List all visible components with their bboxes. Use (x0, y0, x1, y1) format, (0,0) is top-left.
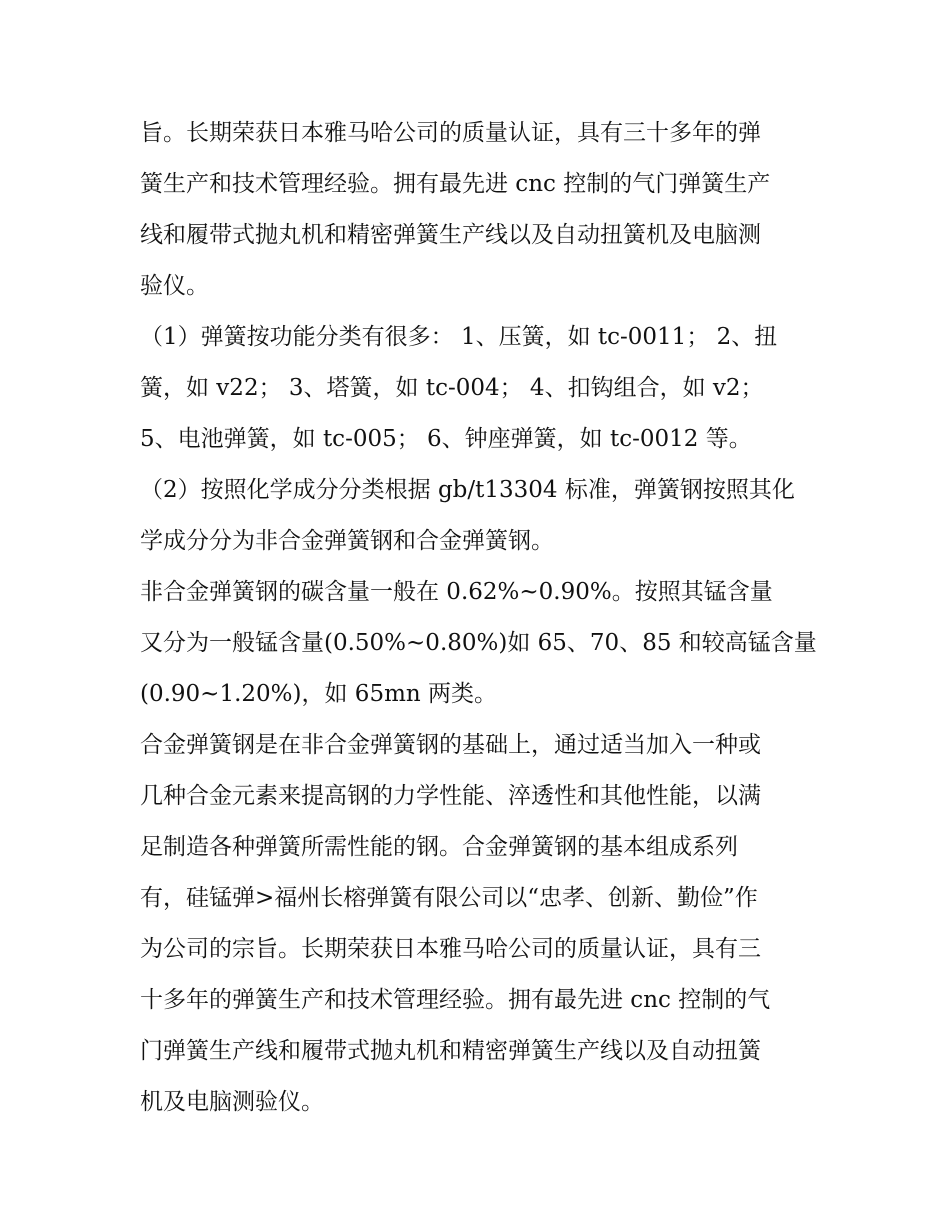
body-text (140, 108, 820, 1128)
text-line: 学成分分为非合金弹簧钢和合金弹簧钢。 (140, 528, 554, 554)
text-line: 几种合金元素来提高钢的力学性能、淬透性和其他性能，以满 (140, 783, 761, 809)
text-line: 簧，如 v22； 3、塔簧，如 tc-004； 4、扣钩组合，如 v2； (140, 375, 764, 401)
text-line: 旨。长期荣获日本雅马哈公司的质量认证，具有三十多年的弹 (140, 120, 761, 146)
text-line: 机及电脑测验仪。 (140, 1089, 324, 1115)
text-line: （2）按照化学成分分类根据 gb/t13304 标准，弹簧钢按照其化 (140, 477, 795, 503)
text-line: 簧生产和技术管理经验。拥有最先进 cnc 控制的气门弹簧生产 (140, 171, 771, 197)
text-line: 十多年的弹簧生产和技术管理经验。拥有最先进 cnc 控制的气 (140, 987, 771, 1013)
text-line: 为公司的宗旨。长期荣获日本雅马哈公司的质量认证，具有三 (140, 936, 761, 962)
text-line: 足制造各种弹簧所需性能的钢。合金弹簧钢的基本组成系列 (140, 834, 738, 860)
text-line: 5、电池弹簧，如 tc-005； 6、钟座弹簧，如 tc-0012 等。 (140, 426, 752, 452)
text-line: 合金弹簧钢是在非合金弹簧钢的基础上，通过适当加入一种或 (140, 732, 761, 758)
text-line: 有，硅锰弹>福州长榕弹簧有限公司以“忠孝、创新、勤俭”作 (140, 885, 758, 911)
text-line: 门弹簧生产线和履带式抛丸机和精密弹簧生产线以及自动扭簧 (140, 1038, 761, 1064)
text-line: 验仪。 (140, 273, 209, 299)
text-line: （1）弹簧按功能分类有很多： 1、压簧，如 tc-0011； 2、扭 (140, 324, 778, 350)
text-line: 又分为一般锰含量(0.50%~0.80%)如 65、70、85 和较高锰含量 (140, 630, 817, 656)
text-line: 线和履带式抛丸机和精密弹簧生产线以及自动扭簧机及电脑测 (140, 222, 761, 248)
text-line: 非合金弹簧钢的碳含量一般在 0.62%~0.90%。按照其锰含量 (140, 579, 773, 605)
text-line: (0.90~1.20%)，如 65mn 两类。 (140, 681, 498, 707)
